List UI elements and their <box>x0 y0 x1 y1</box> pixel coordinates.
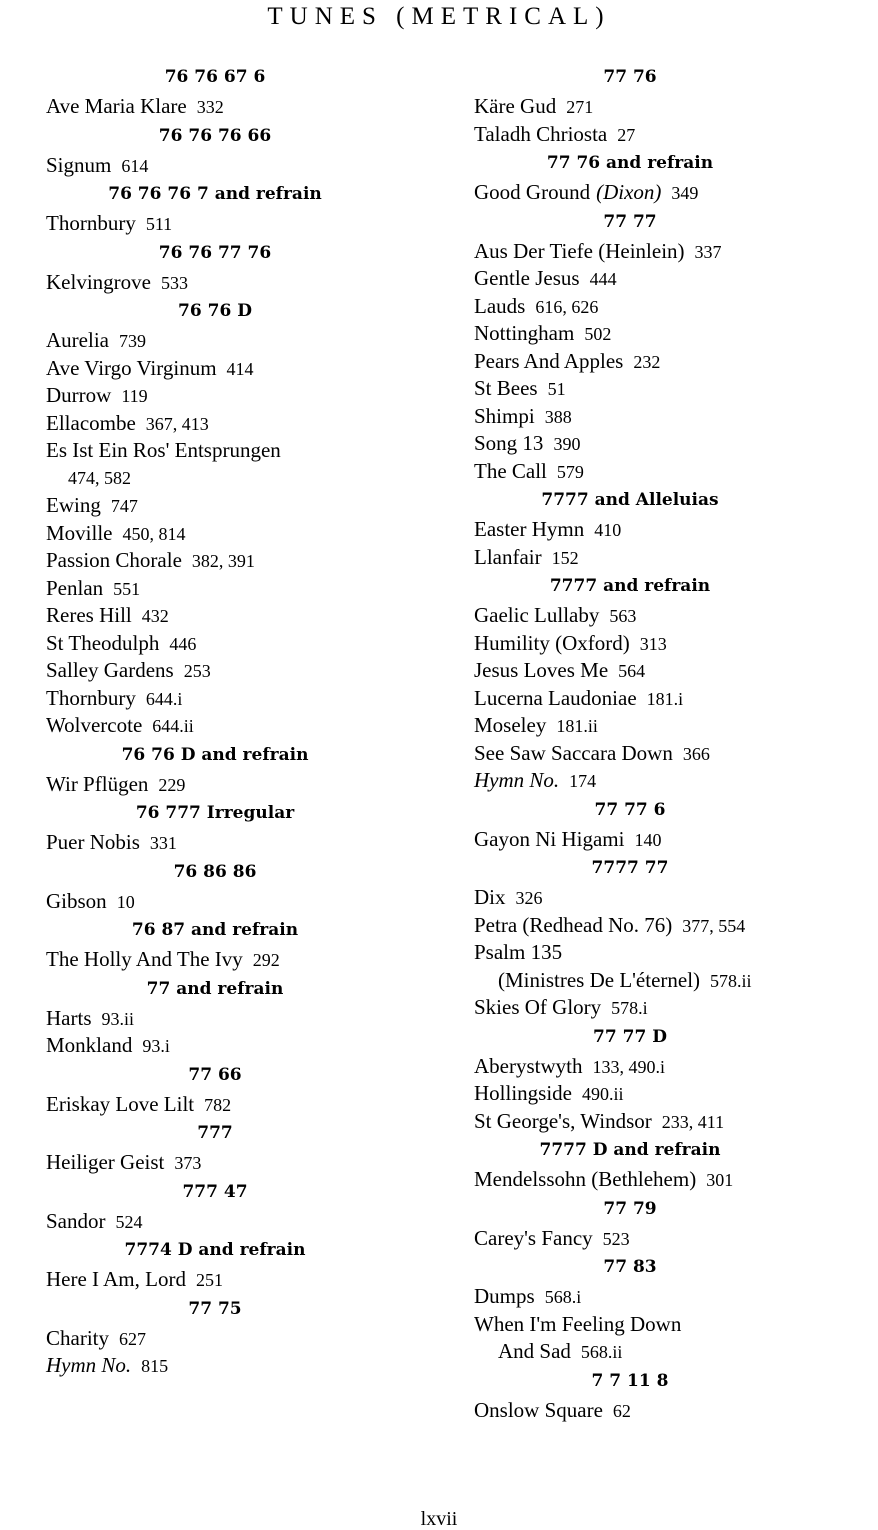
tune-entry <box>440 1080 878 1108</box>
hymn-numbers: 51 <box>547 379 566 399</box>
meter-heading: 7777 and refrain <box>549 576 711 596</box>
tune-name: Hollingside <box>474 1081 572 1105</box>
tune-entry <box>440 712 878 740</box>
tune-name: Aberystwyth <box>474 1053 583 1078</box>
tune-name: Aurelia <box>46 328 109 352</box>
page-number: lxvii <box>420 1508 458 1530</box>
hymn-numbers: 233, 411 <box>661 1111 725 1132</box>
tune-entry <box>0 1091 440 1119</box>
hymn-numbers: 62 <box>612 1400 631 1421</box>
hymn-numbers: 377, 554 <box>682 915 746 936</box>
hymn-numbers: 366 <box>682 743 710 764</box>
tune-entry <box>440 1225 878 1253</box>
tune-name: Nottingham <box>474 321 575 345</box>
hymn-numbers: 251 <box>195 1270 223 1290</box>
tune-name: Kelvingrove <box>46 269 151 294</box>
tune-entry <box>440 1311 878 1339</box>
hymn-numbers: 739 <box>118 331 146 351</box>
tune-name: Ellacombe <box>46 410 136 435</box>
hymn-numbers: 614 <box>121 155 149 176</box>
tune-entry <box>0 630 440 658</box>
tune-entry <box>440 912 878 940</box>
hymn-numbers: 511 <box>145 214 173 234</box>
tune-entry <box>440 967 878 995</box>
tune-name: Heiliger Geist <box>46 1150 165 1174</box>
tune-name: Gibson <box>46 888 107 913</box>
hymn-numbers: 271 <box>566 97 594 117</box>
hymn-numbers: 10 <box>116 891 135 912</box>
hymn-numbers: 93.ii <box>101 1008 135 1029</box>
hymn-numbers: 644.ii <box>152 716 194 736</box>
tune-entry <box>0 327 440 355</box>
hymn-numbers: 502 <box>584 324 612 344</box>
tune-name: Penlan <box>46 575 104 600</box>
tune-name: Sandor <box>46 1208 106 1233</box>
hymn-numbers: 782 <box>204 1094 232 1115</box>
tune-entry <box>440 767 878 795</box>
tune-entry <box>440 1283 878 1311</box>
hymn-numbers: 474, 582 <box>68 467 131 488</box>
meter-heading: 7777 D and refrain <box>539 1140 721 1160</box>
hymn-numbers: 390 <box>553 434 581 454</box>
tune-name: St George's, Windsor <box>474 1108 652 1133</box>
meter-heading: 77 77 6 <box>594 799 666 820</box>
tune-entry <box>0 520 440 548</box>
hymn-numbers: 747 <box>110 496 138 516</box>
tune-name: Gentle Jesus <box>474 266 580 290</box>
tune-name: Thornbury <box>46 685 136 710</box>
hymn-numbers: 578.i <box>611 998 648 1018</box>
hymn-numbers: 229 <box>158 774 186 795</box>
tune-name: St Bees <box>474 376 538 400</box>
hymn-numbers: 815 <box>141 1356 169 1376</box>
meter-heading: 77 76 and refrain <box>546 153 714 173</box>
hymn-numbers: 326 <box>515 888 543 908</box>
tune-name: When I'm Feeling Down <box>474 1311 682 1336</box>
tune-name: Lucerna Laudoniae <box>474 685 637 710</box>
tune-name: Wolvercote <box>46 713 143 737</box>
hymn-numbers: 568.ii <box>580 1342 623 1362</box>
tune-name: Ave Virgo Virginum <box>46 355 217 380</box>
tune-entry <box>0 410 440 438</box>
right-column <box>440 62 878 1424</box>
tune-name: Signum <box>46 152 112 177</box>
tune-name: Dix <box>474 885 506 909</box>
tune-name: The Holly And The Ivy <box>46 947 243 971</box>
hymn-numbers: 523 <box>602 1228 630 1249</box>
tune-entry <box>440 657 878 685</box>
tune-entry <box>440 1166 878 1194</box>
hymn-numbers: 432 <box>141 606 169 626</box>
tune-entry <box>0 829 440 857</box>
tune-name: Song 13 <box>474 431 544 455</box>
meter-heading: 7777 and Alleluias <box>541 490 719 510</box>
hymn-numbers: 174 <box>569 771 597 791</box>
hymn-numbers: 337 <box>694 241 722 262</box>
tune-entry <box>0 269 440 297</box>
tune-entry <box>0 1266 440 1294</box>
meter-heading: 76 86 86 <box>173 861 257 882</box>
tune-entry <box>440 458 878 486</box>
hymn-numbers: 414 <box>226 358 254 379</box>
hymn-numbers: 444 <box>589 269 617 289</box>
tune-name: Moville <box>46 520 113 545</box>
meter-heading: 77 66 <box>188 1064 242 1085</box>
tune-name: Humility (Oxford) <box>474 630 630 655</box>
hymn-numbers: 181.i <box>646 688 684 709</box>
hymn-numbers: 373 <box>174 1153 202 1173</box>
tune-name: Easter Hymn <box>474 517 585 541</box>
hymn-numbers: 563 <box>609 606 637 626</box>
tune-name: Monkland <box>46 1033 133 1057</box>
tune-name: Durrow <box>46 383 112 407</box>
hymn-numbers: 27 <box>617 124 636 145</box>
tune-entry <box>0 93 440 121</box>
hymn-numbers: 450, 814 <box>122 523 186 544</box>
hymn-numbers: 388 <box>544 406 572 427</box>
hymn-numbers: 313 <box>639 633 667 654</box>
meter-heading: 7 7 11 8 <box>591 1370 669 1391</box>
hymn-numbers: 568.i <box>544 1287 582 1307</box>
tune-entry <box>0 685 440 713</box>
meter-heading: 76 76 76 66 <box>158 125 272 146</box>
tune-entry <box>440 1108 878 1136</box>
tune-name: Gaelic Lullaby <box>474 603 600 627</box>
hymn-numbers: 301 <box>706 1170 734 1190</box>
tune-name: Harts <box>46 1005 92 1030</box>
hymn-numbers: 119 <box>121 386 148 406</box>
tune-entry <box>0 1005 440 1033</box>
tune-entry <box>0 1149 440 1177</box>
tune-name: Ewing <box>46 493 101 517</box>
tune-name: Carey's Fancy <box>474 1225 593 1250</box>
tune-entry <box>440 375 878 403</box>
tune-name: Eriskay Love Lilt <box>46 1091 195 1116</box>
left-column <box>0 62 440 1380</box>
hymn-numbers: 490.ii <box>582 1084 624 1104</box>
tune-entry <box>0 771 440 799</box>
tune-name: St Theodulph <box>46 630 160 655</box>
hymn-numbers: 93.i <box>142 1036 170 1056</box>
hymn-numbers: 524 <box>115 1211 143 1232</box>
meter-heading: 76 76 77 76 <box>158 242 272 263</box>
tune-entry <box>440 238 878 266</box>
meter-heading: 77 and refrain <box>146 978 284 999</box>
tune-entry <box>440 403 878 431</box>
hymn-numbers: 578.ii <box>710 970 752 991</box>
meter-heading: 77 75 <box>188 1298 242 1319</box>
tune-name: Charity <box>46 1325 109 1350</box>
hymn-numbers: 152 <box>551 547 579 568</box>
tune-entry <box>0 946 440 974</box>
tune-entry <box>0 437 440 465</box>
tune-entry <box>0 1208 440 1236</box>
tune-entry <box>0 575 440 603</box>
hymn-numbers: 564 <box>618 661 646 681</box>
tune-entry <box>440 348 878 376</box>
tune-name: Hymn No. <box>46 1353 132 1377</box>
hymn-numbers: 579 <box>556 461 584 482</box>
tune-name: Puer Nobis <box>46 830 140 854</box>
tune-name: Wir Pflügen <box>46 771 149 796</box>
tune-name: Gayon Ni Higami <box>474 826 625 851</box>
meter-heading: 777 47 <box>182 1181 248 1202</box>
hymn-numbers: 627 <box>119 1328 146 1349</box>
tune-name: Llanfair <box>474 544 542 569</box>
tune-name: Petra (Redhead No. 76) <box>474 912 673 937</box>
meter-heading: 76 777 Irregular <box>135 803 295 823</box>
tune-name: Lauds <box>474 293 526 318</box>
tune-entry <box>0 602 440 630</box>
tune-name: Psalm 135 <box>474 940 563 964</box>
hymn-numbers: 367, 413 <box>145 413 209 434</box>
tune-name: Shimpi <box>474 403 535 428</box>
meter-heading: 77 77 D <box>593 1026 667 1047</box>
tune-entry <box>440 544 878 572</box>
tune-entry <box>0 492 440 520</box>
hymn-numbers: 253 <box>183 661 211 681</box>
hymn-numbers: 140 <box>634 829 662 850</box>
meter-heading: 77 77 <box>603 211 657 232</box>
tune-entry <box>0 888 440 916</box>
hymn-numbers: 644.i <box>145 688 183 709</box>
tune-entry <box>440 884 878 912</box>
meter-heading: 777 <box>197 1123 233 1143</box>
tune-entry <box>440 994 878 1022</box>
tune-entry <box>0 1032 440 1060</box>
tune-entry <box>0 355 440 383</box>
tune-name: The Call <box>474 458 547 483</box>
hymn-numbers: 533 <box>160 272 188 293</box>
tune-entry <box>440 602 878 630</box>
hymn-numbers: 331 <box>149 833 177 853</box>
tune-entry <box>440 826 878 854</box>
tune-entry <box>0 657 440 685</box>
tune-name: Es Ist Ein Ros' Entsprungen <box>46 438 281 462</box>
tune-entry <box>440 265 878 293</box>
tune-entry <box>0 1352 440 1380</box>
hymn-numbers: 551 <box>113 578 141 599</box>
meter-heading: 76 87 and refrain <box>131 920 299 940</box>
meter-heading: 76 76 D and refrain <box>121 744 309 765</box>
tune-entry <box>440 293 878 321</box>
tune-name: Aus Der Tiefe (Heinlein) <box>474 238 685 263</box>
hymn-numbers: 292 <box>252 950 280 970</box>
hymn-numbers: 181.ii <box>556 716 598 736</box>
tune-name: Jesus Loves Me <box>474 658 609 682</box>
tune-entry <box>440 320 878 348</box>
tune-name: Taladh Chriosta <box>474 121 608 146</box>
hymn-numbers: 446 <box>169 633 197 654</box>
tune-entry <box>440 1338 878 1366</box>
hymn-numbers: 232 <box>633 351 661 372</box>
tune-name: (Ministres De L'éternel) <box>498 967 701 992</box>
hymn-numbers: 382, 391 <box>191 551 255 571</box>
tune-entry <box>440 121 878 149</box>
tune-name: Käre Gud <box>474 94 557 118</box>
hymn-numbers: 616, 626 <box>535 296 599 317</box>
meter-heading: 76 76 D <box>178 301 252 321</box>
tune-name: Reres Hill <box>46 603 132 627</box>
hymn-numbers: 410 <box>594 520 622 540</box>
tune-name: Skies Of Glory <box>474 995 602 1019</box>
tune-name: Good Ground <box>474 180 591 204</box>
tune-name: Passion Chorale <box>46 548 182 572</box>
meter-heading: 77 79 <box>603 1198 657 1219</box>
meter-heading: 7774 D and refrain <box>124 1240 306 1260</box>
tune-name: Onslow Square <box>474 1397 603 1422</box>
tune-name: And Sad <box>498 1339 571 1363</box>
meter-heading: 77 83 <box>603 1257 657 1277</box>
tune-attribution: (Dixon) <box>596 180 662 204</box>
tune-entry <box>440 430 878 458</box>
tune-entry <box>440 740 878 768</box>
tune-entry <box>0 547 440 575</box>
hymn-numbers: 349 <box>671 183 699 203</box>
tune-entry <box>440 1053 878 1081</box>
tune-name: Thornbury <box>46 211 136 235</box>
tune-entry <box>440 516 878 544</box>
tune-entry <box>440 939 878 967</box>
tune-entry <box>440 93 878 121</box>
tune-entry <box>0 465 440 493</box>
tune-entry <box>0 712 440 740</box>
tune-name: Dumps <box>474 1284 535 1308</box>
meter-heading: 76 76 76 7 and refrain <box>108 184 322 204</box>
tune-entry <box>0 382 440 410</box>
tune-name: Here I Am, Lord <box>46 1267 186 1291</box>
tune-name: Salley Gardens <box>46 658 174 682</box>
meter-heading: 77 76 <box>603 67 657 87</box>
meter-heading: 76 76 67 6 <box>164 67 266 87</box>
tune-name: See Saw Saccara Down <box>474 740 673 765</box>
tune-entry <box>0 152 440 180</box>
tune-entry <box>0 210 440 238</box>
hymn-numbers: 133, 490.i <box>592 1056 666 1077</box>
tune-name: Mendelssohn (Bethlehem) <box>474 1167 697 1191</box>
tune-name: Hymn No. <box>474 768 560 792</box>
tune-name: Pears And Apples <box>474 348 624 373</box>
tune-name: Moseley <box>474 713 547 737</box>
page-title: TUNES (METRICAL) <box>267 3 611 30</box>
tune-entry <box>440 179 878 207</box>
tune-entry <box>440 630 878 658</box>
tune-entry <box>440 685 878 713</box>
hymn-numbers: 332 <box>196 97 224 117</box>
tune-name: Ave Maria Klare <box>46 94 187 118</box>
tune-entry <box>0 1325 440 1353</box>
tune-entry <box>440 1397 878 1425</box>
meter-heading: 7777 77 <box>591 858 669 878</box>
